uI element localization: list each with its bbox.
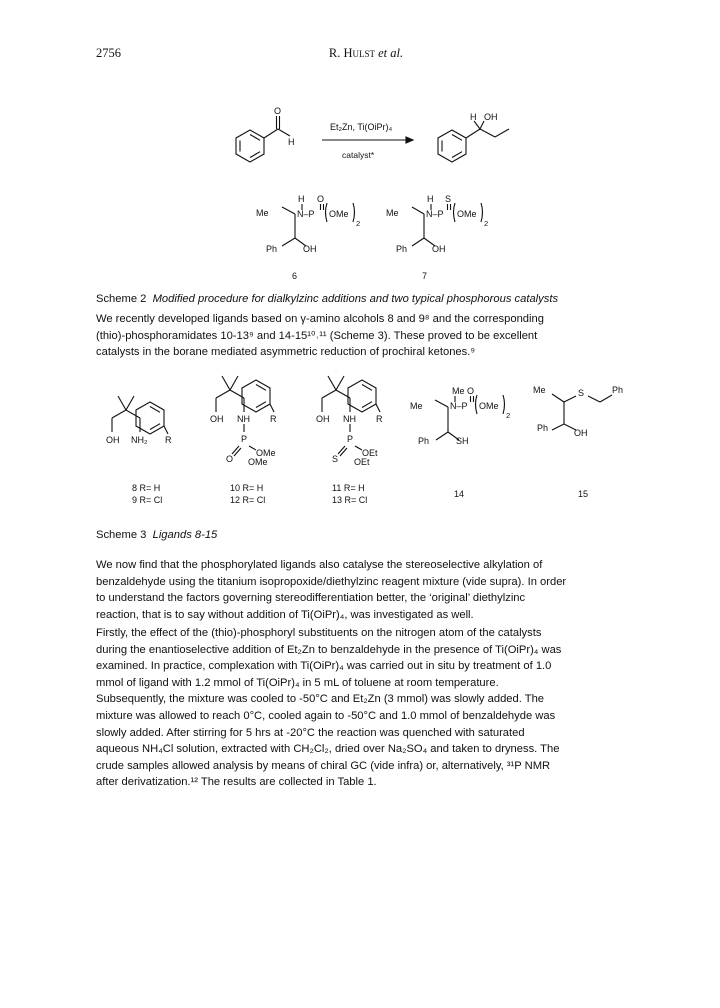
compound-7-label: 7 [422, 271, 428, 281]
compound-7-me: Me [386, 208, 399, 218]
scheme-3-title: Ligands 8-15 [152, 529, 218, 541]
product-structure [438, 121, 509, 162]
ligand-10-o: O [226, 454, 234, 464]
ligand-10-nh: NH [237, 414, 250, 424]
ligand-10-ome-2: OMe [248, 457, 268, 467]
ligand-10-ome-1: OMe [256, 448, 276, 458]
ligand-11-nh: NH [343, 414, 356, 424]
compound-6-h: H [298, 194, 305, 204]
compound-7-s: S [445, 194, 452, 204]
ligand-14-subscript: 2 [506, 411, 511, 420]
ligand-8-r: R [165, 435, 172, 445]
ligand-15-ph: Ph [537, 423, 549, 433]
compound-7-np: N–P [426, 209, 444, 219]
compound-6-ph: Ph [266, 244, 278, 254]
ligand-14-ome: OMe [479, 401, 499, 411]
ligand-10-p: P [241, 434, 248, 444]
ligand-15-me: Me [533, 385, 546, 395]
ligand-14-me: Me [410, 401, 423, 411]
ligand-8-structure [112, 396, 168, 434]
benzaldehyde-structure [236, 116, 290, 162]
catalyst-label: catalyst* [342, 150, 375, 160]
ligand-10-oh: OH [210, 414, 224, 424]
ligand-8-nh2: NH₂ [131, 435, 148, 445]
running-head: R. Hulst et al. [328, 46, 404, 60]
compound-6-me: Me [256, 208, 269, 218]
ligand-15-ph-top: Ph [612, 385, 624, 395]
ligand-11-p: P [347, 434, 354, 444]
ligand-9-label: 9 R= Cl [132, 495, 163, 505]
compound-7-ome: OMe [457, 209, 477, 219]
ligand-10-r: R [270, 414, 277, 424]
ligand-8-label-1: 8 R= H [132, 483, 161, 493]
ligand-14-ph: Ph [418, 436, 430, 446]
author-surname: Hulst [343, 46, 375, 60]
ligand-15-structure [552, 394, 612, 430]
ligand-11-s: S [332, 454, 339, 464]
aldehyde-hydrogen: H [288, 137, 295, 147]
ligand-13-label: 13 R= Cl [332, 495, 368, 505]
compound-6-ome: OMe [329, 209, 349, 219]
aldehyde-oxygen: O [274, 106, 282, 116]
reagent-label: Et₂Zn, Ti(OiPr)₄ [330, 122, 393, 132]
scheme-2-caption [96, 293, 558, 305]
compound-6-o: O [317, 194, 325, 204]
scheme-3-label: Scheme 3 [96, 529, 147, 541]
ligand-11-oet-2: OEt [354, 457, 370, 467]
compound-6-label: 6 [292, 271, 298, 281]
compound-7-ph: Ph [396, 244, 408, 254]
reaction-arrow [322, 137, 413, 143]
ligand-11-label: 11 R= H [332, 483, 365, 493]
ligand-11-oh: OH [316, 414, 330, 424]
ligand-8-oh: OH [106, 435, 120, 445]
scheme-2-title: Modified procedure for dialkylzinc additions and two typical phosphorous catalysts [152, 293, 559, 305]
paragraph-phosphorylated-ligands: We now find that the phosphorylated ligands also catalyse the stereoselective alkylation of benzaldehyde using the titanium isopropoxide/diethylzinc reagent mixture (vide supra). In order to understand the factors governing stereodifferentiation better, the ‘original’ diethylzinc reaction, that is to say without addition of Ti(OiPr)₄, was investigated as well. [96, 559, 567, 621]
ligand-15-s: S [578, 388, 585, 398]
ligand-11-oet-1: OEt [362, 448, 378, 458]
compound-7-oh: OH [432, 244, 446, 254]
product-hydroxyl: OH [484, 112, 498, 122]
page-number: 2756 [96, 46, 121, 60]
product-hydrogen: H [470, 112, 477, 122]
ligand-15-oh: OH [574, 428, 588, 438]
ligand-15-label: 15 [578, 489, 589, 499]
ligand-11-r: R [376, 414, 383, 424]
ligand-12-label: 12 R= Cl [230, 495, 266, 505]
paragraph-procedure: Firstly, the effect of the (thio)-phosphoryl substituents on the nitrogen atom of the catalysts during the enantioselective addition of Et₂Zn to benzaldehyde in the presence of Ti(OiPr)₄ was examined. In practice, complexation with Ti(OiPr)₄ was carried out in situ by treatment of 1.0 mmol of ligand with 1.2 mmol of Ti(OiPr)₄ in 5 mL of toluene at room temperature. Subsequently, the mixture was cooled to -50°C and Et₂Zn (3 mmol) was slowly added. The mixture was allowed to reach 0°C, cooled again to -50°C and 1.0 mmol of benzaldehyde was slowly added. After stirring for 5 hrs at -20°C the reaction was quenched with saturated aqueous NH₄Cl solution, extracted with CH₂Cl₂, dried over Na₂SO₄ and taken to dryness. The crude samples allowed analysis by means of chiral GC (vide infra) or, alternatively, ³¹P NMR after derivatization.¹² The results are collected in Table 1. [96, 627, 562, 789]
compound-6-np: N–P [297, 209, 315, 219]
ligand-14-np: N–P [450, 401, 468, 411]
ligand-14-label: 14 [454, 489, 465, 499]
ligand-14-sh: SH [456, 436, 469, 446]
compound-6-oh: OH [303, 244, 317, 254]
paragraph-ligands-intro: We recently developed ligands based on γ-amino alcohols 8 and 9⁸ and the corresponding (thio)-phosphoramidates 10-13⁹ and 14-15¹⁰˒¹¹ (Scheme 3). These proved to be excellent catalysts in the borane mediated asymmetric reduction of prochiral ketones.⁹ [96, 313, 544, 359]
compound-6-subscript: 2 [356, 219, 361, 228]
compound-7-h: H [427, 194, 434, 204]
scheme-2-label: Scheme 2 [96, 293, 147, 305]
ligand-14-me-o: Me O [452, 386, 475, 396]
scheme-3-caption [96, 529, 217, 541]
compound-7-subscript: 2 [484, 219, 489, 228]
ligand-10-label: 10 R= H [230, 483, 264, 493]
